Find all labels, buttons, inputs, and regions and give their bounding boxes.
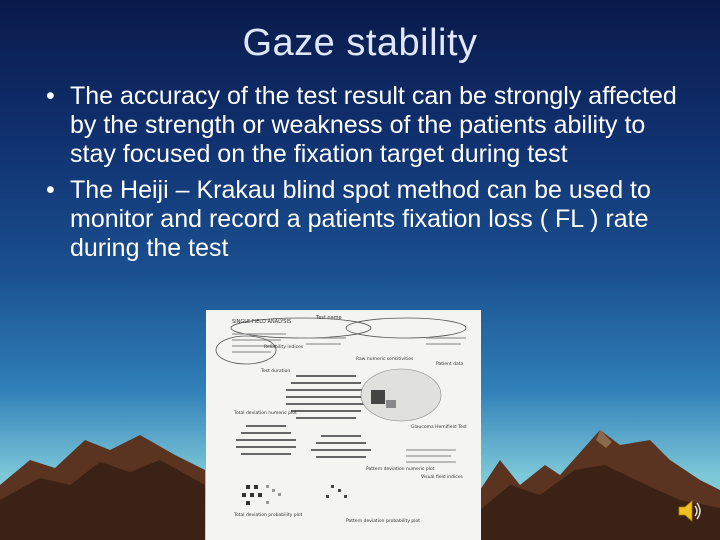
label-raw: Raw numeric sensitivities bbox=[356, 357, 414, 362]
printout-header: SINGLE FIELD ANALYSIS bbox=[232, 319, 292, 325]
label-pattern-numeric: Pattern deviation numeric plot bbox=[366, 467, 435, 472]
label-visual-field: Visual field indices bbox=[421, 475, 463, 480]
label-total-prob: Total deviation probability plot bbox=[234, 513, 303, 518]
printout-diagram bbox=[206, 310, 481, 540]
label-test-name: Test name bbox=[316, 315, 342, 321]
label-duration: Test duration bbox=[261, 369, 291, 374]
label-reliability: Reliability indices bbox=[264, 345, 304, 350]
visual-field-printout bbox=[206, 310, 481, 540]
speaker-icon[interactable] bbox=[676, 498, 704, 524]
label-pattern-prob: Pattern deviation probability plot bbox=[346, 519, 421, 524]
label-patient: Patient data bbox=[436, 362, 464, 367]
slide-title: Gaze stability bbox=[242, 22, 478, 64]
bullet-item: • The accuracy of the test result can be strongly affected by the strength or weakness of the patients ability to stay focused on the fixation target during test bbox=[40, 82, 690, 169]
label-total-numeric: Total deviation numeric plot bbox=[234, 411, 297, 416]
bullet-list bbox=[40, 82, 690, 270]
bullet-item: • The Heiji – Krakau blind spot method can be used to monitor and record a patients fixation loss ( FL ) rate during the test bbox=[40, 176, 690, 263]
label-glaucoma: Glaucoma Hemifield Test bbox=[411, 425, 467, 430]
